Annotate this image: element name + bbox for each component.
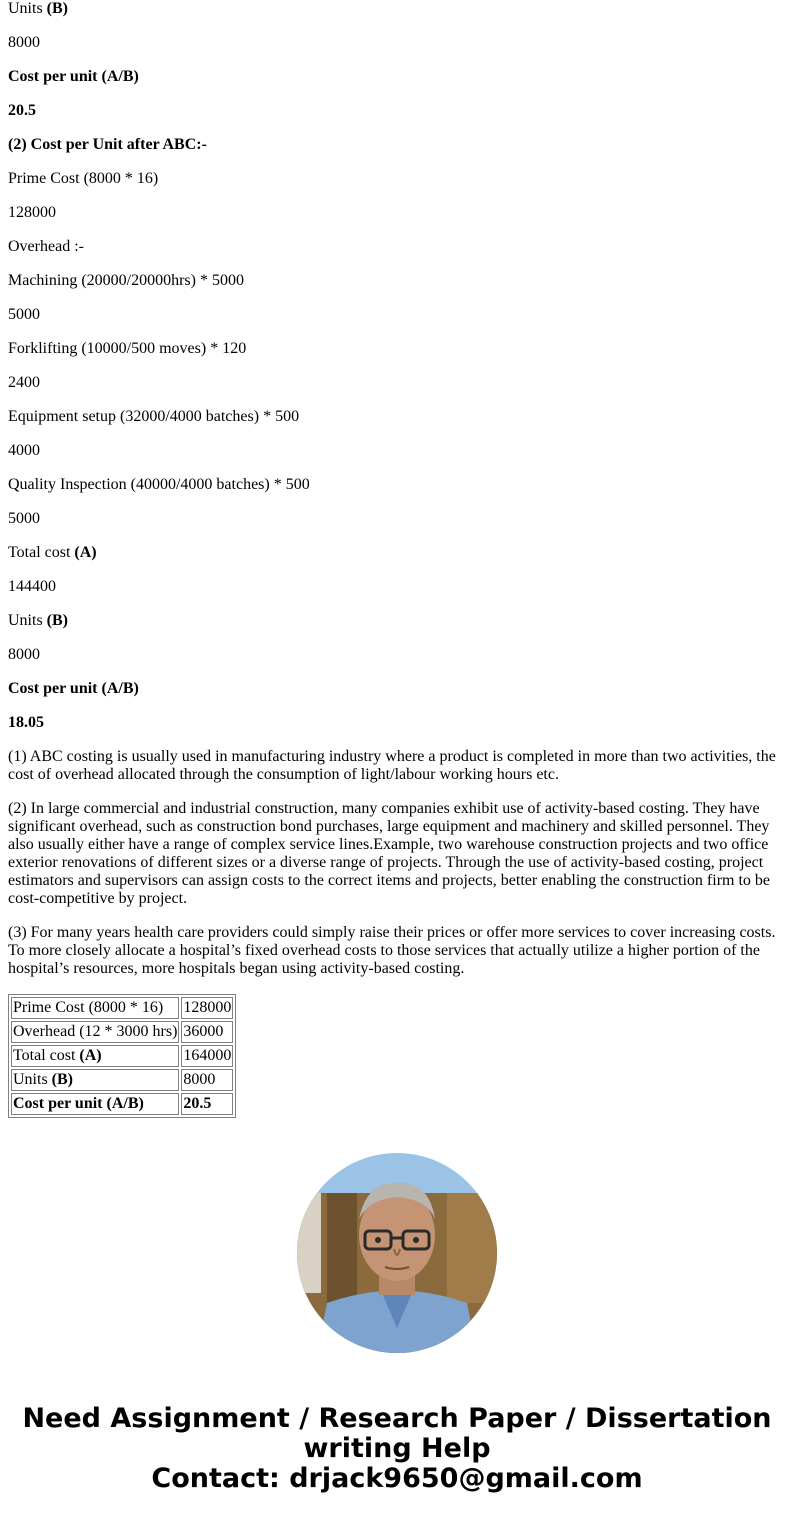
calculation-line xyxy=(8,34,786,52)
calculation-line-bold-suffix: (B) xyxy=(46,612,68,629)
calculation-line xyxy=(8,68,786,86)
table-cell-label-text: Total cost xyxy=(13,1047,80,1064)
calculation-line-text: Prime Cost (8000 * 16) xyxy=(8,170,159,187)
calculation-line-text: 8000 xyxy=(8,34,40,51)
calculation-line-text: 128000 xyxy=(8,204,56,221)
table-cell-label xyxy=(11,1069,179,1091)
explanation-paragraph: (3) For many years health care providers could simply raise their prices or offer more services to cover increasing costs. To more closely allocate a hospital’s fixed overhead costs to those services that actually utilize a higher portion of the hospital’s resources, more hospitals began using activity-based costing. xyxy=(8,924,776,977)
table-cell-label-text: Cost per unit (A/B) xyxy=(13,1095,144,1112)
promo-banner xyxy=(0,1404,794,1494)
calculation-line xyxy=(8,204,786,222)
table-row xyxy=(11,1021,233,1043)
person-portrait-icon xyxy=(297,1153,497,1353)
explanation-paragraph: (2) In large commercial and industrial construction, many companies exhibit use of activity-based costing. They have significant overhead, such as construction bond purchases, large equipment and machinery and skilled personnel. They also usually either have a range of complex service lines.Example, two warehouse construction projects and two office exterior renovations of different sizes or a diverse range of projects. Through the use of activity-based costing, project estimators and supervisors can assign costs to the correct items and projects, better enabling the construction firm to be cost-competitive by project. xyxy=(8,800,771,907)
calculation-line xyxy=(8,408,786,426)
table-cell-value-text: 20.5 xyxy=(183,1095,212,1112)
table-row xyxy=(11,997,233,1019)
table-cell-label-bold: (B) xyxy=(51,1071,73,1088)
calculation-line-text: 2400 xyxy=(8,374,40,391)
calculation-line-text: Machining (20000/20000hrs) * 5000 xyxy=(8,272,244,289)
table-cell-value xyxy=(181,1045,233,1067)
calculation-line-text: Overhead :- xyxy=(8,238,84,255)
calculation-line xyxy=(8,272,786,290)
promo-line-1: Need Assignment / Research Paper / Dissertation xyxy=(22,1403,772,1434)
calculation-line xyxy=(8,680,786,698)
calculation-line xyxy=(8,714,786,732)
calculation-line-text: 4000 xyxy=(8,442,40,459)
calculation-line xyxy=(8,340,786,358)
calculation-line-text: Equipment setup (32000/4000 batches) * 500 xyxy=(8,408,300,425)
calculation-line xyxy=(8,646,786,664)
calculation-line-bold-text: (2) Cost per Unit after ABC:- xyxy=(8,136,207,153)
table-cell-label-text: Overhead (12 * 3000 hrs) xyxy=(13,1023,178,1040)
calculation-line xyxy=(8,442,786,460)
calculation-line xyxy=(8,374,786,392)
calculation-line-text: 8000 xyxy=(8,646,40,663)
cost-summary-table xyxy=(8,994,236,1118)
table-cell-label-text: Prime Cost (8000 * 16) xyxy=(13,999,164,1016)
calculation-line-bold-suffix: (A) xyxy=(74,544,97,561)
calculation-line xyxy=(8,510,786,528)
table-cell-value-text: 164000 xyxy=(183,1047,232,1064)
calculation-line xyxy=(8,170,786,188)
promo-line-2: writing Help xyxy=(303,1433,491,1464)
calculation-line-text: Forklifting (10000/500 moves) * 120 xyxy=(8,340,247,357)
table-cell-value xyxy=(181,997,233,1019)
calculation-line-text: 5000 xyxy=(8,306,40,323)
calculation-line-bold-text: Cost per unit (A/B) xyxy=(8,680,139,697)
table-cell-value xyxy=(181,1093,233,1115)
calculation-line xyxy=(8,102,786,120)
table-cell-label-bold: (A) xyxy=(79,1047,102,1064)
calculation-line xyxy=(8,578,786,596)
calculation-line-text: Units xyxy=(8,612,47,629)
table-cell-value xyxy=(181,1069,233,1091)
calculation-lines xyxy=(8,0,786,732)
avatar xyxy=(297,1153,497,1353)
calculation-line-bold-text: Cost per unit (A/B) xyxy=(8,68,139,85)
table-cell-value xyxy=(181,1021,233,1043)
table-cell-label xyxy=(11,1045,179,1067)
calculation-line xyxy=(8,136,786,154)
table-cell-label xyxy=(11,1021,179,1043)
calculation-line xyxy=(8,544,786,562)
table-cell-value-text: 36000 xyxy=(183,1023,224,1040)
calculation-line xyxy=(8,0,786,18)
calculation-line-bold-text: 18.05 xyxy=(8,714,44,731)
explanation-paragraphs xyxy=(8,732,786,978)
table-row xyxy=(11,1069,233,1091)
calculation-line-bold-text: 20.5 xyxy=(8,102,36,119)
table-cell-label xyxy=(11,997,179,1019)
table-row xyxy=(11,1093,233,1115)
calculation-line-text: Quality Inspection (40000/4000 batches) * 500 xyxy=(8,476,310,493)
promo-contact-line: Contact: drjack9650@gmail.com xyxy=(151,1463,643,1494)
table-cell-label-text: Units xyxy=(13,1071,52,1088)
calculation-line-text: 144400 xyxy=(8,578,56,595)
calculation-line-text: Total cost xyxy=(8,544,75,561)
table-cell-value-text: 8000 xyxy=(183,1071,216,1088)
table-cell-value-text: 128000 xyxy=(183,999,232,1016)
table-cell-label xyxy=(11,1093,179,1115)
calculation-line-text: Units xyxy=(8,0,47,17)
explanation-paragraph: (1) ABC costing is usually used in manufacturing industry where a product is completed in more than two activities, the cost of overhead allocated through the consumption of light/labour working hours etc. xyxy=(8,748,776,783)
calculation-line xyxy=(8,476,786,494)
calculation-line-bold-suffix: (B) xyxy=(46,0,68,17)
calculation-line xyxy=(8,612,786,630)
calculation-line xyxy=(8,306,786,324)
table-row xyxy=(11,1045,233,1067)
calculation-line-text: 5000 xyxy=(8,510,40,527)
calculation-line xyxy=(8,238,786,256)
